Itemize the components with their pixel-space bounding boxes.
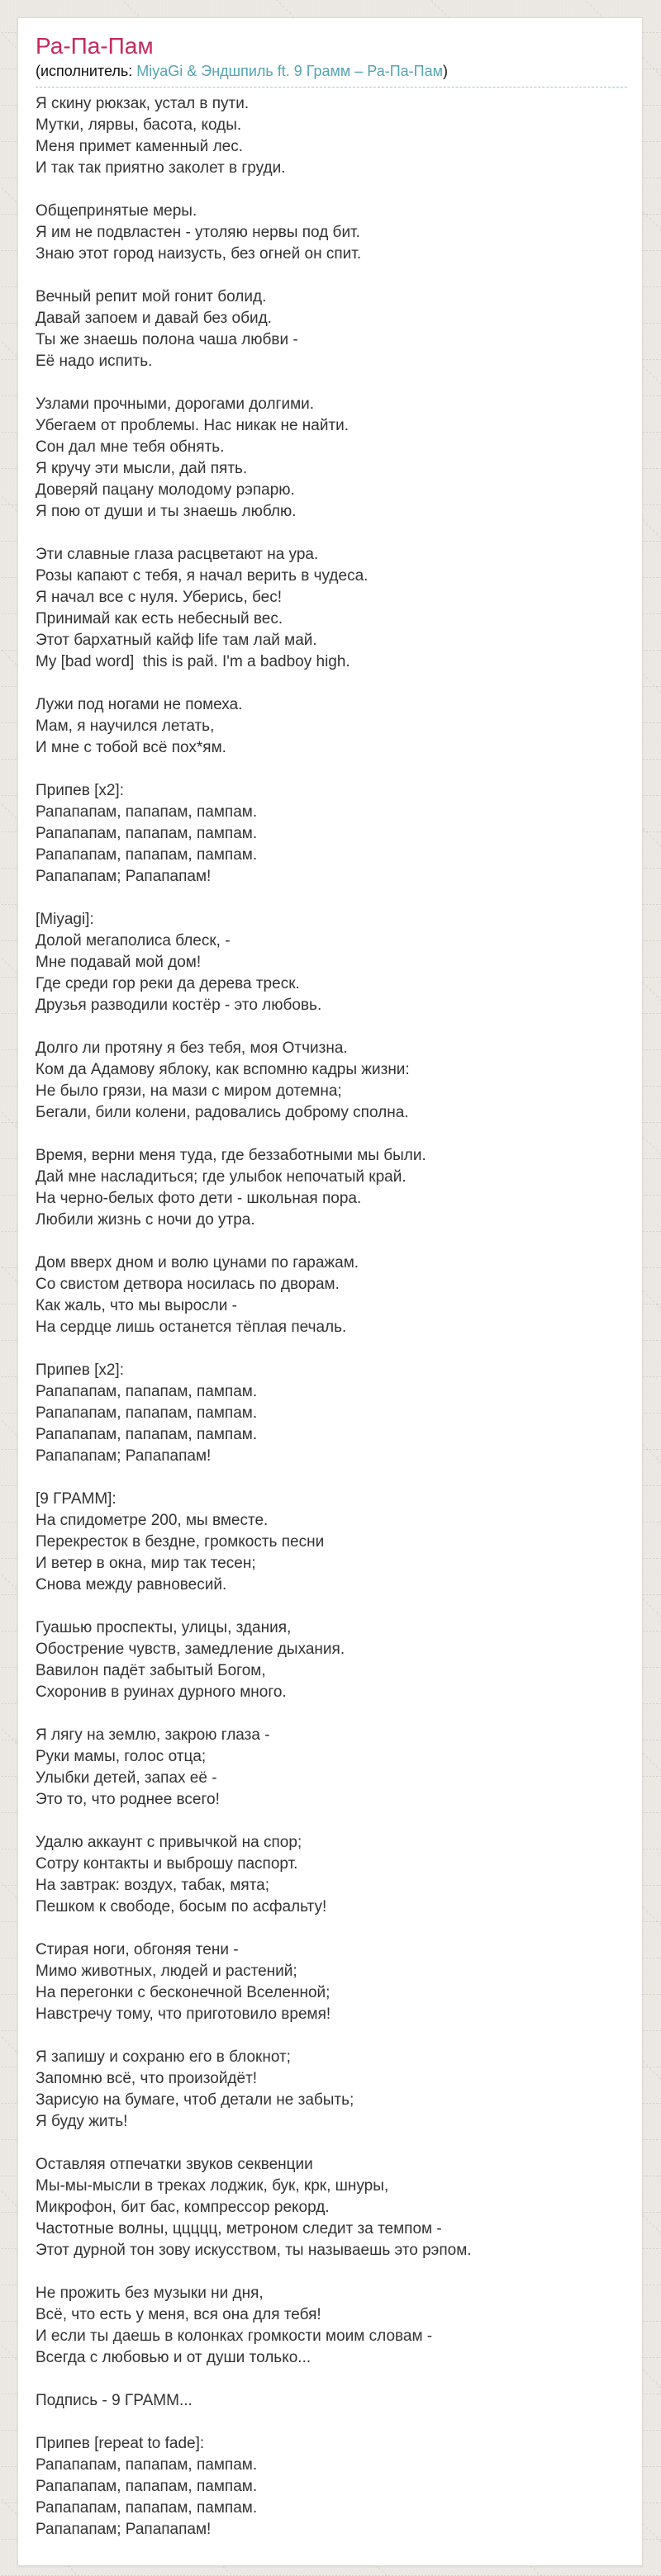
lyric-line: Друзья разводили костёр - это любовь. [36, 997, 322, 1014]
lyric-line: Рапапапам, папапам, пампам. [36, 1426, 258, 1443]
lyric-line: Зарисую на бумаге, чтоб детали не забыть; [36, 2091, 354, 2109]
stanza-gap [36, 2261, 627, 2283]
lyric-line: Доверяй пацану молодому рэпарю. [36, 481, 295, 499]
lyric-line: И ветер в окна, мир так тесен; [36, 1555, 256, 1572]
lyric-line: Этот дурной тон зову искусством, ты называешь это рэпом. [36, 2242, 472, 2259]
lyric-line: Давай запоем и давай без обид. [36, 310, 272, 327]
lyric-line: Оставляя отпечатки звуков секвенции [36, 2156, 313, 2173]
lyric-line: Пешком к свободе, босым по асфальту! [36, 1898, 327, 1915]
lyric-line: Рапапапам, папапам, пампам. [36, 1404, 258, 1422]
lyric-line: Рапапапам; Рапапапам! [36, 868, 212, 885]
lyric-line: Рапапапам; Рапапапам! [36, 2521, 212, 2538]
lyric-line: Рапапапам, папапам, пампам. [36, 1383, 258, 1400]
lyric-line: Вавилон падёт забытый Богом, [36, 1662, 266, 1679]
lyric-line: На перегонки с бесконечной Вселенной; [36, 1984, 330, 2001]
lyric-line: Перекресток в бездне, громкость песни [36, 1533, 325, 1551]
lyric-line: Мы-мы-мысли в треках лоджик, бук, крк, шнуры, [36, 2177, 389, 2195]
lyric-line: И если ты даешь в колонках громкости моим словам - [36, 2327, 433, 2345]
lyric-line: Мне подавай мой дом! [36, 954, 202, 971]
stanza-gap [36, 1811, 627, 1832]
lyric-line: Стирая ноги, обгоняя тени - [36, 1941, 239, 1958]
lyric-line: Рапапапам, папапам, пампам. [36, 2456, 258, 2474]
lyric-line: Всё, что есть у меня, вся она для тебя! [36, 2306, 321, 2323]
lyric-line: Сон дал мне тебя обнять. [36, 438, 225, 456]
lyric-line: Принимай как есть небесный вес. [36, 610, 283, 627]
stanza-gap [36, 2025, 627, 2047]
lyric-line: Любили жизнь с ночи до утра. [36, 1211, 255, 1229]
stanza-gap [36, 759, 627, 780]
lyric-line: Улыбки детей, запах её - [36, 1769, 217, 1787]
lyric-line: Я лягу на землю, закрою глаза - [36, 1726, 270, 1744]
lyric-line: Розы капают с тебя, я начал верить в чудеса. [36, 567, 369, 585]
lyric-line: И мне с тобой всё пох*ям. [36, 739, 226, 756]
lyric-line: Этот бархатный кайф life там лай май. [36, 632, 317, 649]
lyric-line: На завтрак: воздух, табак, мята; [36, 1877, 270, 1894]
lyric-line: На черно-белых фото дети - школьная пора. [36, 1190, 362, 1207]
lyric-line: Не было грязи, на мази с миром дотемна; [36, 1082, 342, 1100]
lyric-line: Эти славные глаза расцветают на ура. [36, 546, 319, 563]
lyric-line: Запомню всё, что произойдёт! [36, 2070, 258, 2087]
lyric-line: Снова между равновесий. [36, 1576, 227, 1593]
artist-link[interactable]: MiyaGi & Эндшпиль ft. 9 Грамм – Ра-Па-Пам [136, 63, 443, 79]
lyric-line: Навстречу тому, что приготовило время! [36, 2005, 331, 2023]
lyric-line: Дай мне насладиться; где улыбок непочатый край. [36, 1168, 407, 1186]
lyric-line: Мимо животных, людей и растений; [36, 1963, 297, 1980]
lyric-line: На сердце лишь останется тёплая печаль. [36, 1319, 347, 1336]
stanza-gap [36, 1016, 627, 1038]
lyric-line: Со свистом детвора носилась по дворам. [36, 1276, 340, 1293]
lyric-line: Обострение чувств, замедление дыхания. [36, 1641, 345, 1658]
song-title: Ра-Па-Пам [36, 33, 154, 59]
artist-label: (исполнитель: [36, 63, 137, 79]
lyric-line: На спидометре 200, мы вместе. [36, 1512, 269, 1529]
stanza-gap [36, 265, 627, 286]
stanza-gap [36, 1596, 627, 1617]
lyric-line: Меня примет каменный лес. [36, 138, 244, 155]
lyric-line: Я кручу эти мысли, дай пять. [36, 460, 248, 477]
lyric-line: [9 ГРАММ]: [36, 1490, 117, 1508]
lyric-line: Рапапапам, папапам, пампам. [36, 803, 258, 821]
lyric-line: Подпись - 9 ГРАММ... [36, 2392, 193, 2409]
lyric-line: Рапапапам; Рапапапам! [36, 1447, 212, 1465]
lyric-line: Долго ли протяну я без тебя, моя Отчизна. [36, 1039, 348, 1057]
lyric-line: Микрофон, бит бас, компрессор рекорд. [36, 2199, 330, 2216]
lyric-line: Рапапапам, папапам, пампам. [36, 2499, 258, 2517]
lyric-line: Как жаль, что мы выросли - [36, 1297, 237, 1314]
lyric-line: Припев [x2]: [36, 782, 124, 799]
stanza-gap [36, 1918, 627, 1939]
lyric-line: Я начал все с нуля. Уберись, бес! [36, 589, 283, 606]
lyric-line: Руки мамы, голос отца; [36, 1748, 207, 1765]
stanza-gap [36, 2133, 627, 2154]
lyric-line: И так так приятно заколет в груди. [36, 159, 286, 177]
lyric-line: Дом вверх дном и волю цунами по гаражам. [36, 1254, 359, 1271]
lyric-line: Ты же знаешь полона чаша любви - [36, 331, 298, 348]
lyrics-text [36, 93, 627, 2540]
song-header [36, 32, 627, 88]
stanza-gap [36, 1338, 627, 1360]
stanza-gap [36, 1124, 627, 1145]
stanza-gap [36, 1703, 627, 1725]
lyric-line: Гуашью проспекты, улицы, здания, [36, 1619, 292, 1636]
lyric-line: Это то, что роднее всего! [36, 1791, 220, 1808]
lyric-line: Убегаем от проблемы. Нас никак не найти. [36, 417, 350, 434]
lyric-line: Знаю этот город наизусть, без огней он спит. [36, 245, 362, 263]
lyric-line: Схоронив в руинах дурного много. [36, 1683, 287, 1701]
stanza-gap [36, 523, 627, 544]
artist-line [36, 60, 627, 88]
lyric-line: Сотру контакты и выброшу паспорт. [36, 1855, 298, 1873]
lyric-line: Лужи под ногами не помеха. [36, 696, 243, 713]
lyric-line: [Miyagi]: [36, 911, 94, 928]
lyric-line: Ком да Адамову яблоку, как вспомню кадры жизни: [36, 1061, 410, 1078]
stanza-gap [36, 1467, 627, 1489]
lyric-line: Бегали, били колени, радовались доброму сполна. [36, 1104, 409, 1121]
lyric-line: Узлами прочными, дорогами долгими. [36, 395, 315, 413]
lyric-line: Общепринятые меры. [36, 202, 197, 220]
lyric-line: Я пою от души и ты знаешь люблю. [36, 503, 297, 520]
lyric-line: Я буду жить! [36, 2113, 128, 2130]
stanza-gap [36, 372, 627, 394]
lyric-line: Рапапапам, папапам, пампам. [36, 2478, 258, 2495]
lyric-line: Рапапапам, папапам, пампам. [36, 825, 258, 842]
lyric-line: Удалю аккаунт с привычкой на спор; [36, 1834, 302, 1851]
lyric-line: Где среди гор реки да дерева треск. [36, 975, 300, 992]
lyric-line: Не прожить без музыки ни дня, [36, 2285, 264, 2302]
lyric-line: Время, верни меня туда, где беззаботными мы были. [36, 1147, 426, 1164]
lyric-line: Рапапапам, папапам, пампам. [36, 846, 258, 864]
stanza-gap [36, 1231, 627, 1252]
lyric-line: Я запишу и сохраню его в блокнот; [36, 2048, 291, 2066]
lyric-line: Её надо испить. [36, 353, 153, 370]
stanza-gap [36, 888, 627, 909]
stanza-gap [36, 2412, 627, 2433]
lyric-line: Частотные волны, ццццц, метроном следит за темпом - [36, 2220, 442, 2237]
lyric-line: Я им не подвластен - утоляю нервы под бит. [36, 224, 360, 241]
lyric-line: Припев [repeat to fade]: [36, 2435, 205, 2452]
lyric-line: Долой мегаполиса блеск, - [36, 932, 231, 949]
lyrics-card [17, 17, 643, 2566]
artist-label-suffix: ) [442, 63, 448, 79]
lyric-line: Всегда с любовью и от души только... [36, 2349, 311, 2366]
lyric-line: Припев [x2]: [36, 1361, 124, 1379]
stanza-gap [36, 2369, 627, 2390]
lyric-line: Мам, я научился летать, [36, 717, 215, 735]
lyric-line: Мутки, лярвы, басота, коды. [36, 116, 242, 134]
lyric-line: Вечный репит мой гонит болид. [36, 288, 267, 305]
stanza-gap [36, 179, 627, 201]
lyric-line: Я скину рюкзак, устал в пути. [36, 95, 250, 112]
stanza-gap [36, 673, 627, 694]
lyric-line: My [bad word] this is рай. I'm a badboy high. [36, 653, 350, 670]
